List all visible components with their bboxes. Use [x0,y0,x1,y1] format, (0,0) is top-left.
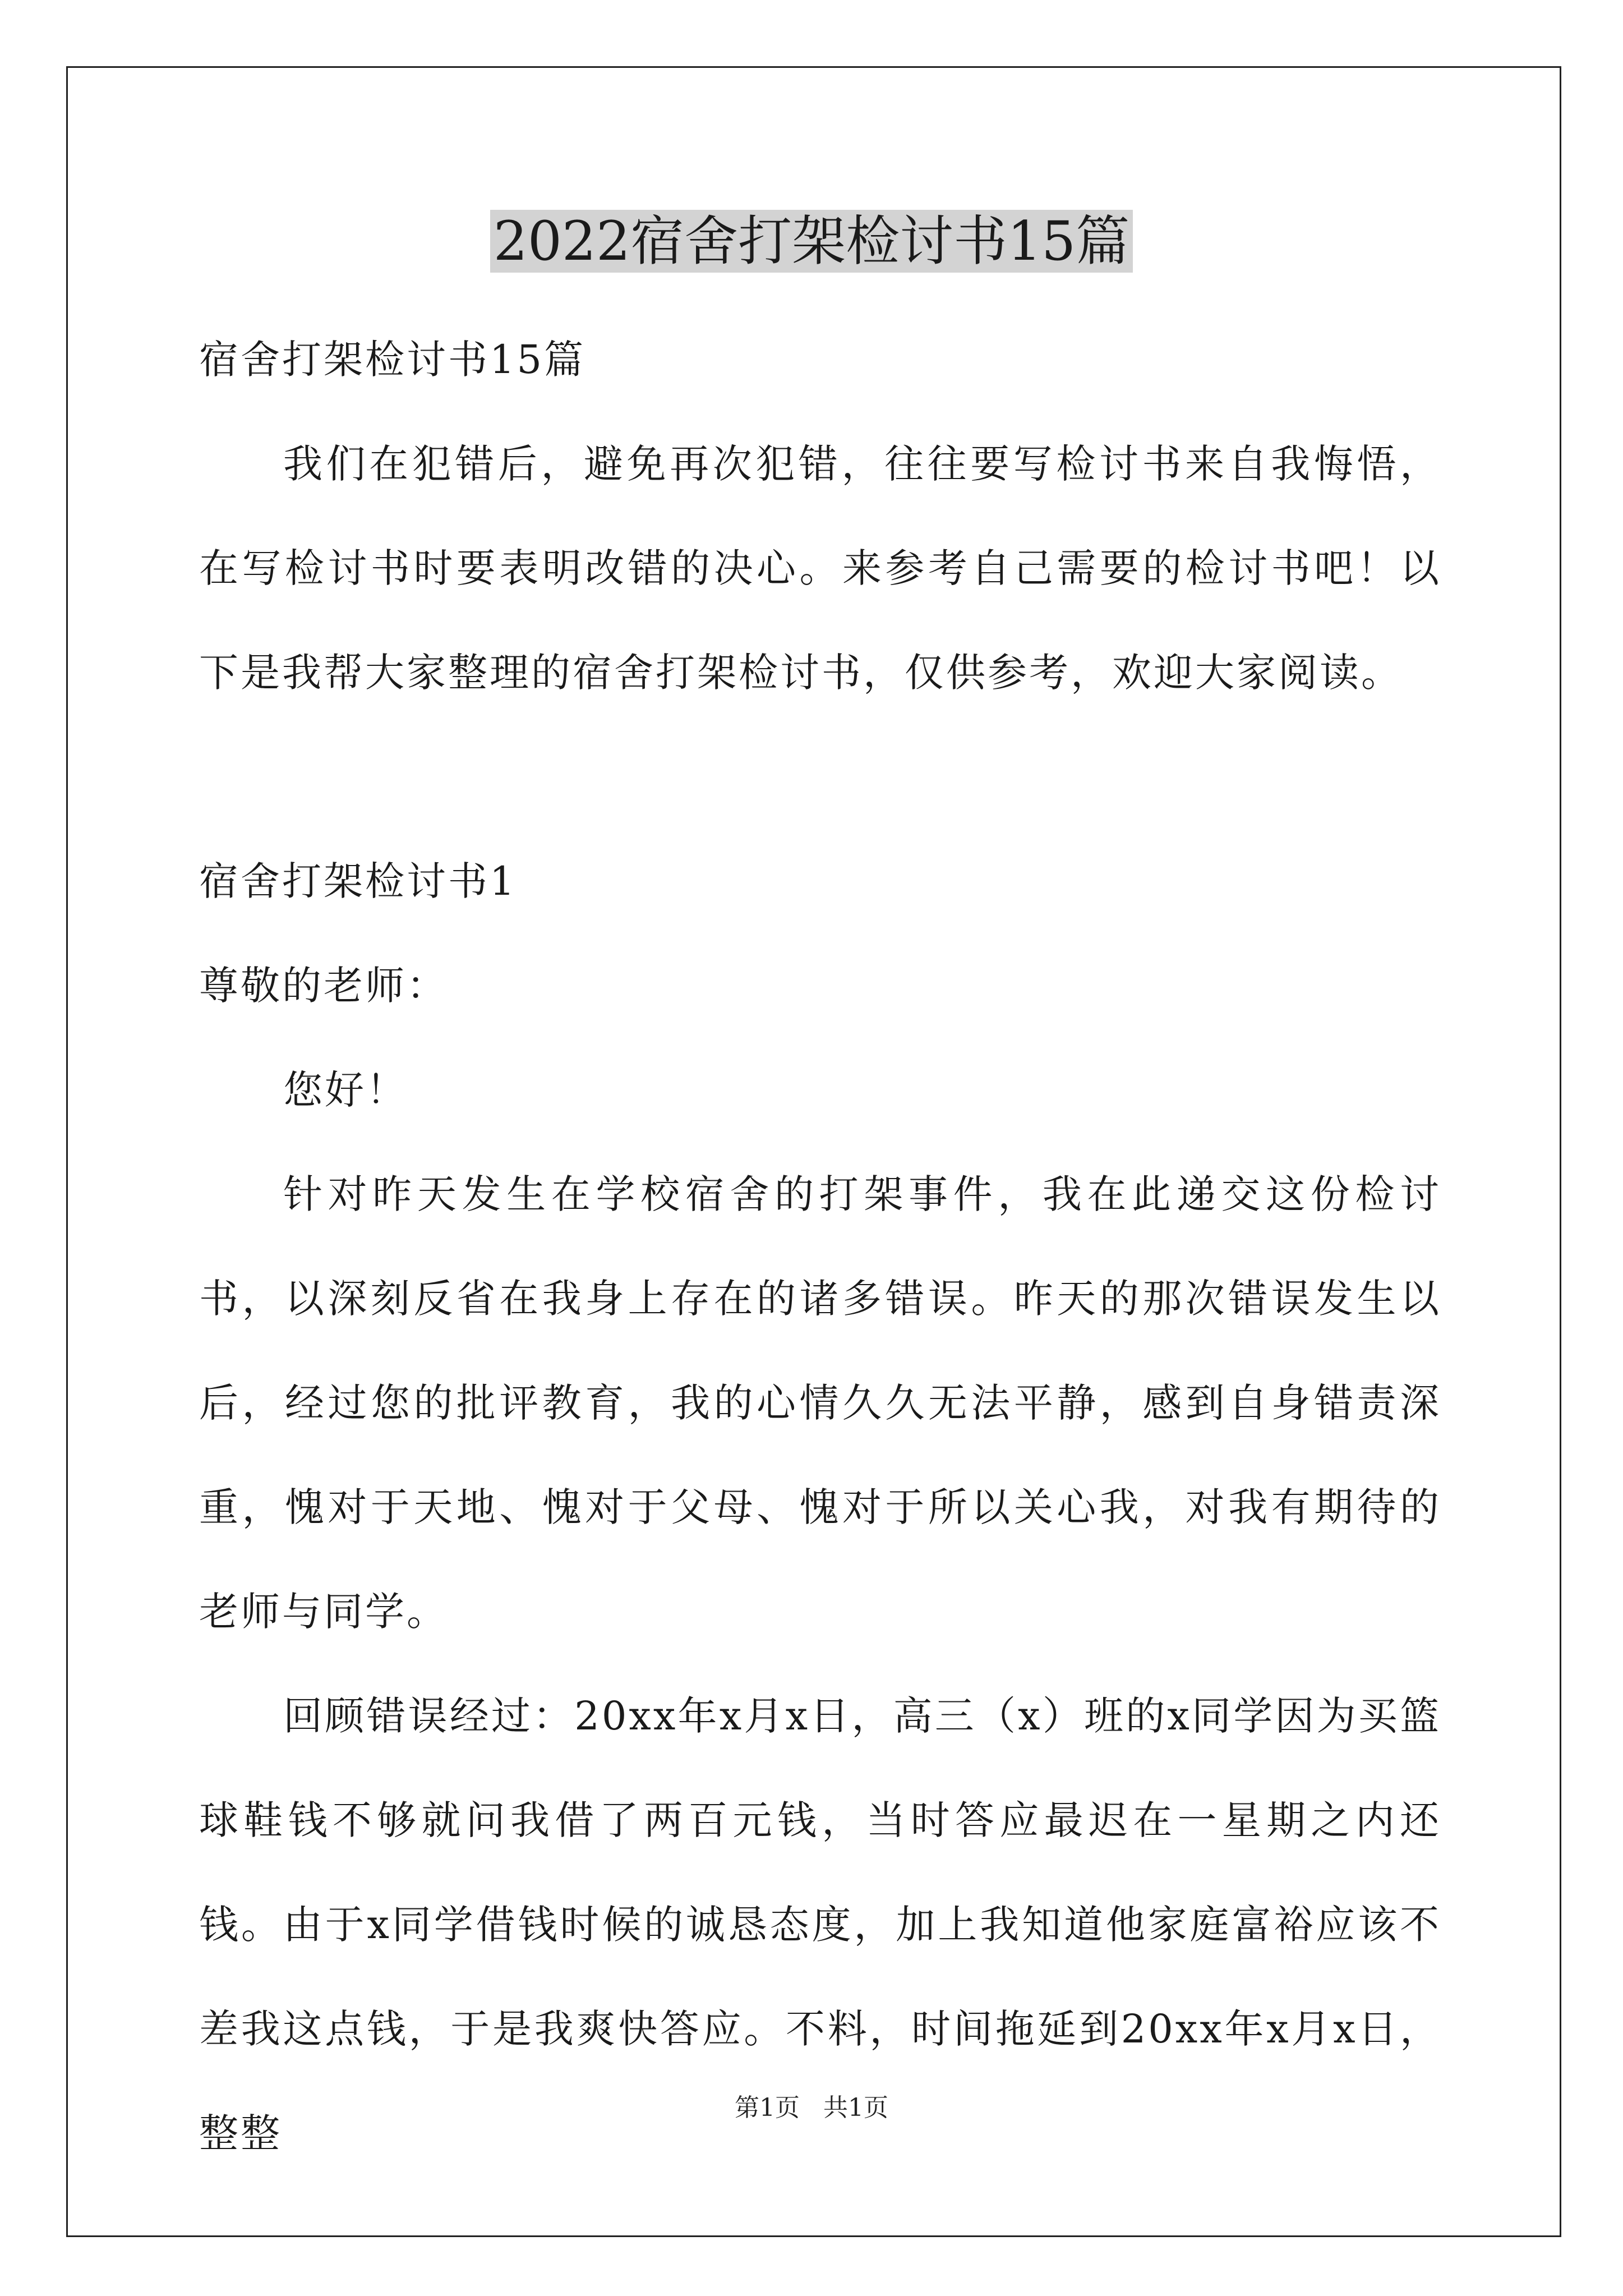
document-body [199,307,1441,2185]
document-title-text: 2022宿舍打架检讨书15篇 [490,210,1133,273]
intro-paragraph: 我们在犯错后，避免再次犯错，往往要写检讨书来自我悔悟，在写检讨书时要表明改错的决心。来参考自己需要的检讨书吧！以下是我帮大家整理的宿舍打架检讨书，仅供参考，欢迎大家阅读。 [199,441,1441,696]
salutation: 尊敬的老师： [199,963,448,1009]
section-heading: 宿舍打架检讨书1 [199,858,517,904]
body-paragraph-2: 回顾错误经过：20xx年x月x日，高三（x）班的x同学因为买篮球鞋钱不够就问我借了两百元钱，当时答应最迟在一星期之内还钱。由于x同学借钱时候的诚恳态度，加上我知道他家庭富裕应该不差我这点钱，于是我爽快答应。不料，时间拖延到20xx年x月x日，整整 [199,1693,1441,2156]
greeting: 您好！ [283,1067,408,1113]
page-footer: 第1页 共1页 [735,2093,888,2122]
document-title [0,202,1623,280]
section-spacer [199,725,1441,829]
subtitle: 宿舍打架检讨书15篇 [199,337,586,383]
body-paragraph-1: 针对昨天发生在学校宿舍的打架事件，我在此递交这份检讨书，以深刻反省在我身上存在的诸多错误。昨天的那次错误发生以后，经过您的批评教育，我的心情久久无法平静，感到自身错责深重，愧对于天地、愧对于父母、愧对于所以关心我，对我有期待的老师与同学。 [199,1171,1441,1635]
